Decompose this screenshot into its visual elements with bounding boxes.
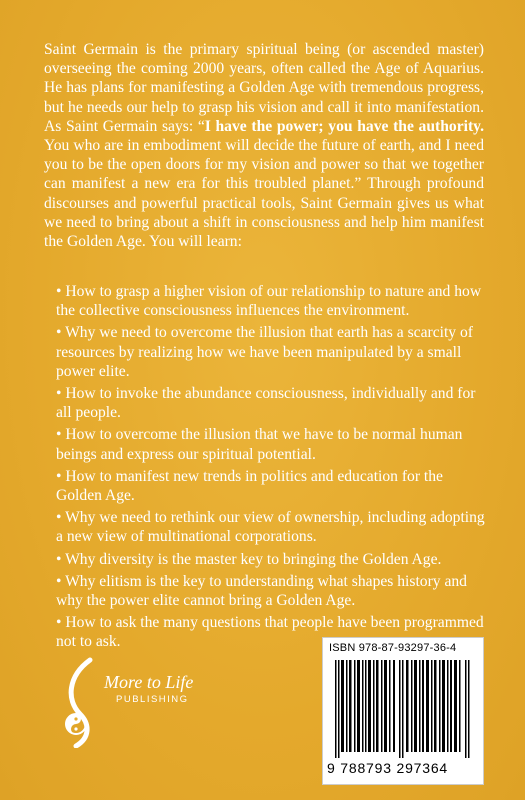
list-item: • How to manifest new trends in politics and education for the Golden Age. bbox=[56, 467, 486, 505]
list-item: • Why we need to overcome the illusion that earth has a scarcity of resources by realizing how we have been manipulated by a small power elite. bbox=[56, 323, 486, 381]
list-item: • How to grasp a higher vision of our relationship to nature and how the collective consciousness influences the environment. bbox=[56, 282, 486, 320]
list-item: • How to ask the many questions that people have been programmed not to ask. bbox=[56, 613, 486, 651]
list-item: • How to overcome the illusion that we have to be normal human beings and express our spiritual potential. bbox=[56, 425, 486, 463]
barcode-bars bbox=[333, 660, 473, 758]
yin-yang-swirl-icon bbox=[60, 656, 106, 748]
publisher-sub: PUBLISHING bbox=[116, 694, 189, 705]
intro-paragraph bbox=[44, 40, 484, 251]
publisher-logo bbox=[60, 656, 210, 748]
isbn-label: ISBN 978-87-93297-36-4 bbox=[329, 642, 457, 654]
list-item: • Why diversity is the master key to bringing the Golden Age. bbox=[56, 550, 486, 569]
list-item: • Why elitism is the key to understanding what shapes history and why the power elite cannot bring a Golden Age. bbox=[56, 572, 486, 610]
intro-text-2: You who are in embodiment will decide the future of earth, and I need you to be the open doors for my vision and power so that we together can manifest a new era for this troubled planet.” Through profound discourses and powerful practical tools, Saint Germain gives us what we need to bring about a shift in consciousness and help him manifest the Golden Age. You will learn: bbox=[44, 137, 484, 251]
quote-bold: I have the power; you have the authority. bbox=[204, 117, 484, 135]
barcode-digits: 9 788793 297364 bbox=[327, 760, 448, 776]
list-item: • How to invoke the abundance consciousness, individually and for all people. bbox=[56, 384, 486, 422]
intro-text-1: Saint Germain is the primary spiritual being (or ascended master) overseeing the coming 2000 years, often called the Age of Aquarius. He has plans for manifesting a Golden Age with tremendous progress, but he needs our help to grasp his vision and call it into manifestation. As Saint Germain says: “ bbox=[44, 41, 484, 135]
learning-list bbox=[56, 282, 486, 655]
publisher-name: More to Life bbox=[104, 672, 194, 692]
list-item: • Why we need to rethink our view of ownership, including adopting a new view of multinational corporations. bbox=[56, 508, 486, 546]
barcode-block bbox=[322, 637, 484, 785]
